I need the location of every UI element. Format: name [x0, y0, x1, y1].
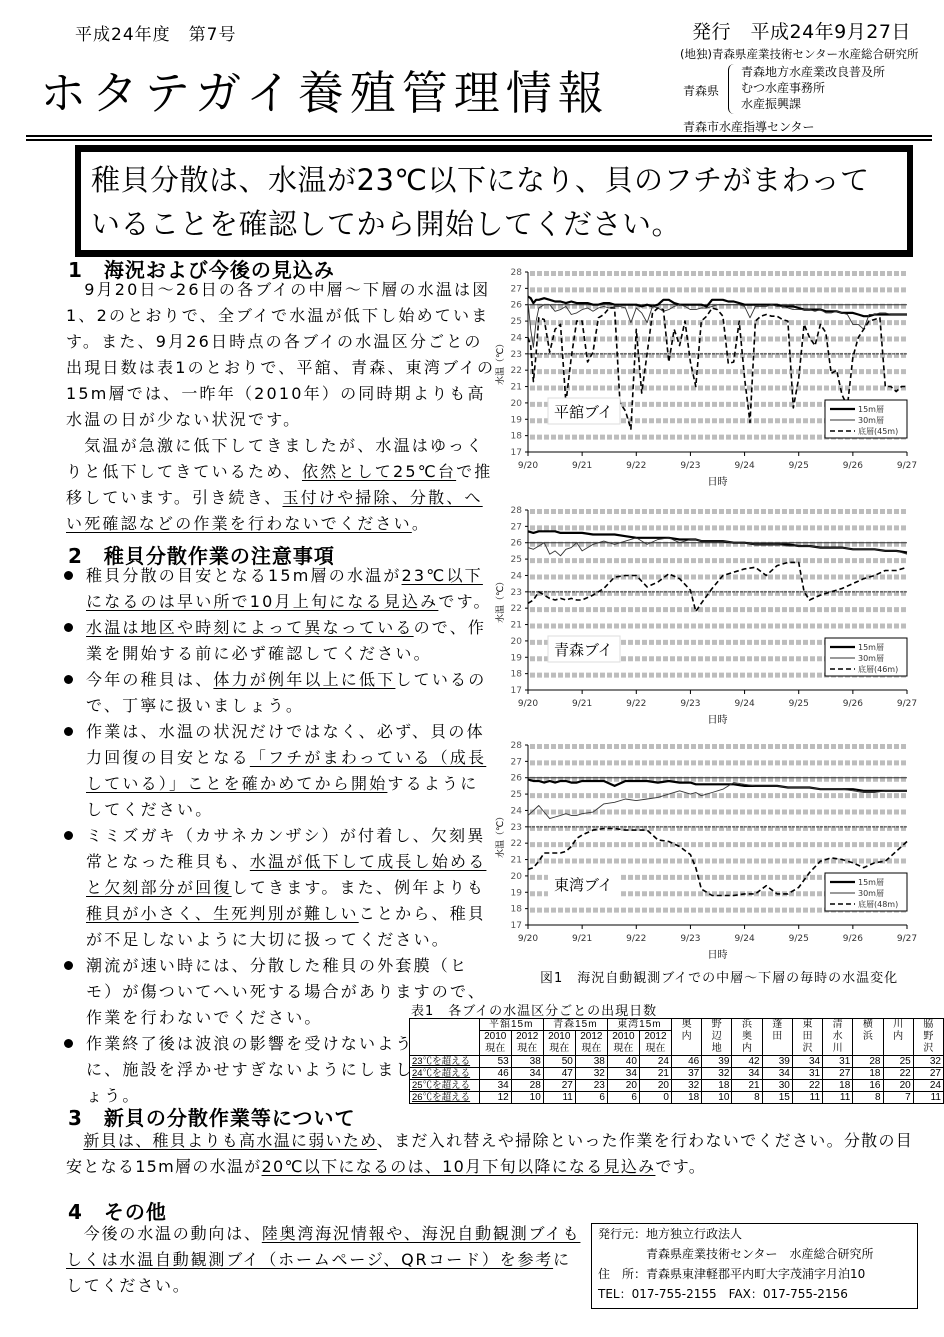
series-line	[528, 562, 907, 611]
y-tick-label: 17	[510, 686, 522, 696]
y-tick-label: 22	[510, 604, 522, 615]
y-tick-label: 28	[510, 506, 522, 516]
table-cell: 23	[575, 1080, 607, 1092]
table-cell: 28	[511, 1080, 543, 1092]
bullet-item	[52, 719, 496, 823]
text: です。	[655, 1157, 707, 1176]
table-cell: 7	[883, 1092, 913, 1104]
table-station-header: 浜 奥 内	[732, 1019, 762, 1056]
table-cell: 8	[853, 1092, 883, 1104]
bullet-icon	[64, 831, 73, 840]
table-group-header: 平舘15m	[479, 1019, 543, 1031]
table-cell: 46	[479, 1068, 511, 1080]
chart-tairadate	[495, 262, 935, 494]
text: にしてください。	[66, 1250, 571, 1295]
chart-touwan	[495, 735, 935, 963]
y-tick-label: 22	[510, 366, 522, 377]
x-tick-label: 9/21	[572, 699, 593, 709]
table-cell: 39	[702, 1056, 732, 1068]
x-tick-label: 9/22	[626, 934, 647, 944]
table-cell: 27	[913, 1068, 943, 1080]
table-cell: 15	[762, 1092, 792, 1104]
section4-paragraph	[66, 1221, 586, 1299]
y-tick-label: 19	[510, 653, 522, 664]
table-cell: 20	[639, 1080, 671, 1092]
table-cell: 40	[607, 1056, 639, 1068]
y-tick-label: 20	[510, 871, 522, 882]
table-cell: 10	[511, 1092, 543, 1104]
table-station-header: 清 水 川	[823, 1019, 853, 1056]
x-tick-label: 9/24	[734, 699, 755, 709]
table-row-label: 23℃を超える	[410, 1056, 480, 1068]
section1-paragraph-1: 9月20日～26日の各ブイの中層～下層の水温は図1、2のとおりで、全ブイで水温が低下し始めています。また、9月26日時点の各ブイの水温区分ごとの出現日数は表1のとおりで、平舘、青森、東湾ブイの15m層では、一昨年（2010年）の同時期よりも高水温の日が少ない状況です。	[66, 280, 496, 429]
x-tick-label: 9/25	[788, 461, 809, 471]
y-tick-label: 23	[510, 587, 522, 598]
y-tick-label: 18	[510, 904, 522, 915]
table-station-header: 東 田 沢	[792, 1019, 822, 1056]
emphasis-text: 陸奥湾海況情報や、海況自動観測ブイもしくは水温自動観測ブイ（ホームページ、QRコード）を参考	[66, 1224, 581, 1269]
emphasis-text: 依然として25℃台	[301, 462, 457, 481]
text: 、まだ入れ替えや掃除といった作業を行わないでください。分散の目安となる15m層の水温が	[66, 1131, 914, 1176]
org-item: 水産振興課	[741, 97, 802, 111]
section4-body	[66, 1221, 586, 1299]
section3-body	[66, 1128, 926, 1180]
table-cell: 32	[575, 1068, 607, 1080]
table-cell: 34	[732, 1068, 762, 1080]
y-tick-label: 24	[510, 571, 522, 582]
table-cell: 16	[853, 1080, 883, 1092]
table-cell: 11	[543, 1092, 575, 1104]
organization-list	[741, 64, 885, 112]
y-tick-label: 26	[510, 300, 522, 311]
emphasis-text: 20℃以下になるのは、10月下旬以降になる見込み	[261, 1157, 656, 1176]
y-tick-label: 22	[510, 839, 522, 850]
text: ことから、稚貝が不足しないように大切に扱ってください。	[86, 904, 487, 949]
emphasis-text: 稚貝が小さく、生死判別が難しい	[86, 904, 359, 923]
x-tick-label: 9/24	[734, 934, 755, 944]
table-header-row	[410, 1019, 944, 1031]
y-axis-label: 水温（℃）	[496, 811, 506, 859]
text: 稚貝分散の目安となる15m層の水温が	[86, 566, 402, 585]
text: 潮流が速い時には、分散した稚貝の外套膜（ヒモ）が傷ついてへい死する場合がありますので、作業を行わないでください。	[86, 956, 487, 1027]
table-cell: 6	[607, 1092, 639, 1104]
y-tick-label: 28	[510, 268, 522, 278]
org-item: むつ水産事務所	[741, 81, 826, 95]
table-row	[410, 1080, 944, 1092]
table-station-header: 奥 内	[671, 1019, 701, 1056]
table-group-header: 青森15m	[543, 1019, 607, 1031]
x-tick-label: 9/23	[680, 934, 701, 944]
table-station-header: 脇 野 沢	[913, 1019, 943, 1056]
table-year-header: 2012 現在	[511, 1031, 543, 1056]
info-line-organization: 青森県産業技術センター 水産総合研究所	[598, 1247, 874, 1261]
legend-label: 15m層	[858, 405, 884, 414]
y-tick-label: 17	[510, 921, 522, 931]
y-axis-label: 水温（℃）	[496, 338, 506, 386]
alert-line-1: 稚貝分散は、水温が23℃以下になり、貝のフチがまわって	[91, 163, 870, 197]
series-line	[528, 783, 907, 819]
x-tick-label: 9/22	[626, 699, 647, 709]
info-line-contact: TEL：017-755-2155 FAX：017-755-2156	[598, 1287, 848, 1301]
publisher: (地独)青森県産業技術センター水産総合研究所	[680, 47, 919, 61]
table-cell: 27	[823, 1068, 853, 1080]
table-cell: 10	[702, 1092, 732, 1104]
table-cell: 18	[671, 1092, 701, 1104]
table-cell: 39	[762, 1056, 792, 1068]
table-cell: 38	[575, 1056, 607, 1068]
table-group-header: 東湾15m	[607, 1019, 671, 1031]
x-tick-label: 9/27	[896, 699, 918, 709]
text: ので、作業を開始する前に必ず確認してください。	[86, 618, 487, 663]
emphasis-text: 水温が低下して成長し始めると欠刻部分が回復	[86, 852, 487, 897]
text: 。	[411, 514, 431, 533]
x-axis-label: 日時	[707, 477, 728, 488]
info-line-publisher: 発行元：地方独立行政法人	[598, 1227, 743, 1241]
y-tick-label: 27	[510, 284, 522, 295]
y-tick-label: 18	[510, 669, 522, 680]
table-cell: 31	[792, 1068, 822, 1080]
y-tick-label: 23	[510, 822, 522, 833]
legend-label: 30m層	[858, 416, 884, 425]
legend-label: 30m層	[858, 654, 884, 663]
text: ミミズガキ（カサネカンザシ）が付着し、欠刻異常となった稚貝も、	[86, 826, 486, 871]
y-tick-label: 27	[510, 522, 522, 533]
x-tick-label: 9/26	[842, 699, 863, 709]
table-cell: 47	[543, 1068, 575, 1080]
table-cell: 8	[732, 1092, 762, 1104]
table-cell: 18	[823, 1080, 853, 1092]
table-cell: 32	[913, 1056, 943, 1068]
section1-body	[66, 277, 496, 537]
table-row	[410, 1092, 944, 1104]
table-cell: 0	[639, 1092, 671, 1104]
legend-label: 15m層	[858, 878, 884, 887]
table-cell: 11	[823, 1092, 853, 1104]
x-tick-label: 9/20	[517, 934, 539, 944]
y-tick-label: 19	[510, 415, 522, 426]
alert-line-2: いることを確認してから開始してください。	[91, 207, 682, 241]
table-year-header: 2012 現在	[639, 1031, 671, 1056]
bullet-icon	[64, 571, 73, 580]
legend-label: 15m層	[858, 643, 884, 652]
table-cell: 34	[607, 1068, 639, 1080]
table-cell: 27	[543, 1080, 575, 1092]
table-cell: 21	[732, 1080, 762, 1092]
city-center: 青森市水産指導センター	[683, 120, 815, 134]
chart-svg	[495, 735, 935, 963]
bullet-item	[52, 823, 496, 953]
table-year-header: 2010 現在	[543, 1031, 575, 1056]
y-tick-label: 26	[510, 773, 522, 784]
y-tick-label: 24	[510, 333, 522, 344]
table-cell: 12	[479, 1092, 511, 1104]
table-cell: 50	[543, 1056, 575, 1068]
emphasis-text: 体力が例年以上に低下	[213, 670, 396, 689]
prefecture-label: 青森県	[683, 84, 720, 98]
table-cell: 31	[823, 1056, 853, 1068]
chart-svg	[495, 262, 935, 494]
text: 作業は、水温の状況だけではなく、必ず、貝の体力回復の目安となる	[86, 722, 485, 767]
table-cell: 11	[913, 1092, 943, 1104]
emphasis-text: 玉付けや掃除、分散、へい死確認などの作業を行わないでください	[66, 488, 483, 533]
x-tick-label: 9/21	[572, 934, 593, 944]
y-tick-label: 25	[510, 317, 522, 328]
y-tick-label: 25	[510, 555, 522, 566]
bullet-item	[52, 667, 496, 719]
table-cell: 25	[883, 1056, 913, 1068]
header-divider	[26, 135, 932, 137]
table-caption: 表1 各ブイの水温区分ごとの出現日数	[411, 1004, 658, 1019]
y-tick-label: 21	[510, 382, 522, 393]
bullet-item	[52, 615, 496, 667]
y-tick-label: 21	[510, 855, 522, 866]
table-cell: 6	[575, 1092, 607, 1104]
y-tick-label: 24	[510, 806, 522, 817]
y-tick-label: 28	[510, 741, 522, 751]
series-line	[528, 779, 907, 790]
table-cell: 34	[479, 1080, 511, 1092]
x-tick-label: 9/25	[788, 699, 809, 709]
table-cell: 18	[702, 1080, 732, 1092]
table-cell: 22	[883, 1068, 913, 1080]
table-cell: 22	[792, 1080, 822, 1092]
table-cell: 21	[639, 1068, 671, 1080]
x-tick-label: 9/26	[842, 461, 863, 471]
legend-label: 底層(45m)	[858, 427, 899, 436]
emphasis-text: 新貝は、稚貝よりも高水温に弱いため	[83, 1131, 377, 1150]
table-station-header: 川 内	[883, 1019, 913, 1056]
x-tick-label: 9/20	[517, 461, 539, 471]
table-cell: 20	[607, 1080, 639, 1092]
x-tick-label: 9/27	[896, 934, 918, 944]
x-tick-label: 9/27	[896, 461, 918, 471]
bullet-icon	[64, 727, 73, 736]
y-tick-label: 21	[510, 620, 522, 631]
legend-label: 底層(48m)	[858, 900, 899, 909]
y-tick-label: 27	[510, 757, 522, 768]
x-tick-label: 9/23	[680, 699, 701, 709]
y-tick-label: 18	[510, 431, 522, 442]
x-tick-label: 9/21	[572, 461, 593, 471]
table-cell: 28	[853, 1056, 883, 1068]
table-cell: 24	[913, 1080, 943, 1092]
y-tick-label: 17	[510, 448, 522, 458]
emphasis-text: 23℃以下になるのは早い所で10月上旬になる見込み	[86, 566, 483, 611]
y-tick-label: 25	[510, 790, 522, 801]
section3-heading: 3 新貝の分散作業等について	[68, 1106, 356, 1130]
text: です。	[438, 592, 492, 611]
table-cell: 46	[671, 1056, 701, 1068]
bullet-item	[52, 1031, 416, 1109]
page-title: ホタテガイ養殖管理情報	[40, 66, 610, 120]
alert-box	[75, 145, 913, 257]
x-axis-label: 日時	[707, 950, 728, 961]
table-cell: 34	[792, 1056, 822, 1068]
station-label: 東湾ブイ	[554, 876, 613, 894]
table-cell: 24	[639, 1056, 671, 1068]
bullet-icon	[64, 675, 73, 684]
water-temp-days-table	[409, 1018, 944, 1104]
table-cell: 32	[702, 1068, 732, 1080]
publisher-info-box	[591, 1223, 918, 1309]
emphasis-text: 「フチがまわっている（成長している）」ことを確かめてから開始	[86, 748, 487, 793]
section1-paragraph-2	[66, 433, 496, 537]
publication-date: 発行 平成24年9月27日	[692, 21, 911, 43]
table-cell: 37	[671, 1068, 701, 1080]
x-tick-label: 9/23	[680, 461, 701, 471]
table-cell: 32	[671, 1080, 701, 1092]
table-cell: 53	[479, 1056, 511, 1068]
table-cell: 42	[732, 1056, 762, 1068]
text: 気温が急激に低下してきましたが、水温はゆっくりと低下してきているため、	[66, 436, 485, 481]
section2-heading: 2 稚貝分散作業の注意事項	[68, 544, 335, 568]
table-cell: 30	[762, 1080, 792, 1092]
text: で推移しています。引き続き、	[66, 462, 493, 507]
legend-label: 30m層	[858, 889, 884, 898]
table-cell: 11	[792, 1092, 822, 1104]
info-line-address: 住 所：青森県東津軽郡平内町大字茂浦字月泊10	[598, 1267, 866, 1281]
table-row-label: 24℃を超える	[410, 1068, 480, 1080]
section3-paragraph	[66, 1128, 926, 1180]
x-tick-label: 9/26	[842, 934, 863, 944]
y-tick-label: 23	[510, 349, 522, 360]
x-tick-label: 9/22	[626, 461, 647, 471]
chart-svg	[495, 500, 935, 728]
bullet-icon	[64, 1039, 73, 1048]
y-tick-label: 19	[510, 888, 522, 899]
table-year-header: 2010 現在	[479, 1031, 511, 1056]
legend-label: 底層(46m)	[858, 665, 899, 674]
text: してきます。また、例年よりも	[231, 878, 486, 897]
table-station-header: 蓬 田	[762, 1019, 792, 1056]
bullet-icon	[64, 623, 73, 632]
table-cell: 34	[762, 1068, 792, 1080]
table-year-header: 2012 現在	[575, 1031, 607, 1056]
table-year-header: 2010 現在	[607, 1031, 639, 1056]
brace-bracket	[728, 64, 737, 114]
table-cell: 20	[883, 1080, 913, 1092]
x-tick-label: 9/24	[734, 461, 755, 471]
series-line	[528, 297, 907, 317]
section1-heading: 1 海況および今後の見込み	[68, 258, 335, 282]
org-item: 青森地方水産業改良普及所	[741, 65, 886, 79]
text: 作業終了後は波浪の影響を受けないように、施設を浮かせすぎないようにしましょう。	[86, 1034, 414, 1105]
x-tick-label: 9/25	[788, 934, 809, 944]
x-axis-label: 日時	[707, 715, 728, 726]
emphasis-text: 水温は地区や時刻によって異なっている	[86, 618, 414, 637]
text: 今後の水温の動向は、	[66, 1224, 262, 1243]
y-tick-label: 20	[510, 636, 522, 647]
section4-heading: 4 その他	[68, 1200, 167, 1224]
bullet-item	[52, 563, 496, 615]
table-station-header: 横 浜	[853, 1019, 883, 1056]
x-tick-label: 9/20	[517, 699, 539, 709]
table-row-label: 25℃を超える	[410, 1080, 480, 1092]
table-cell: 18	[853, 1068, 883, 1080]
table-cell: 34	[511, 1068, 543, 1080]
issue-number: 平成24年度 第7号	[75, 25, 237, 45]
chart-aomori	[495, 500, 935, 728]
bullet-icon	[64, 961, 73, 970]
table-station-header: 野 辺 地	[702, 1019, 732, 1056]
text: するようにしてください。	[86, 774, 479, 819]
y-tick-label: 26	[510, 538, 522, 549]
y-axis-label: 水温（℃）	[496, 576, 506, 624]
text: しているので、丁寧に扱いましょう。	[86, 670, 487, 715]
station-label: 青森ブイ	[554, 641, 613, 659]
table-corner-cell	[410, 1019, 480, 1056]
header-divider-2	[26, 139, 932, 141]
figure-caption: 図1 海況自動観測ブイでの中層～下層の毎時の水温変化	[540, 971, 899, 986]
table-row	[410, 1068, 944, 1080]
y-tick-label: 20	[510, 398, 522, 409]
table-cell: 38	[511, 1056, 543, 1068]
station-label: 平舘ブイ	[554, 403, 613, 421]
text: 今年の稚貝は、	[86, 670, 214, 689]
table-row	[410, 1056, 944, 1068]
table-row-label: 26℃を超える	[410, 1092, 480, 1104]
